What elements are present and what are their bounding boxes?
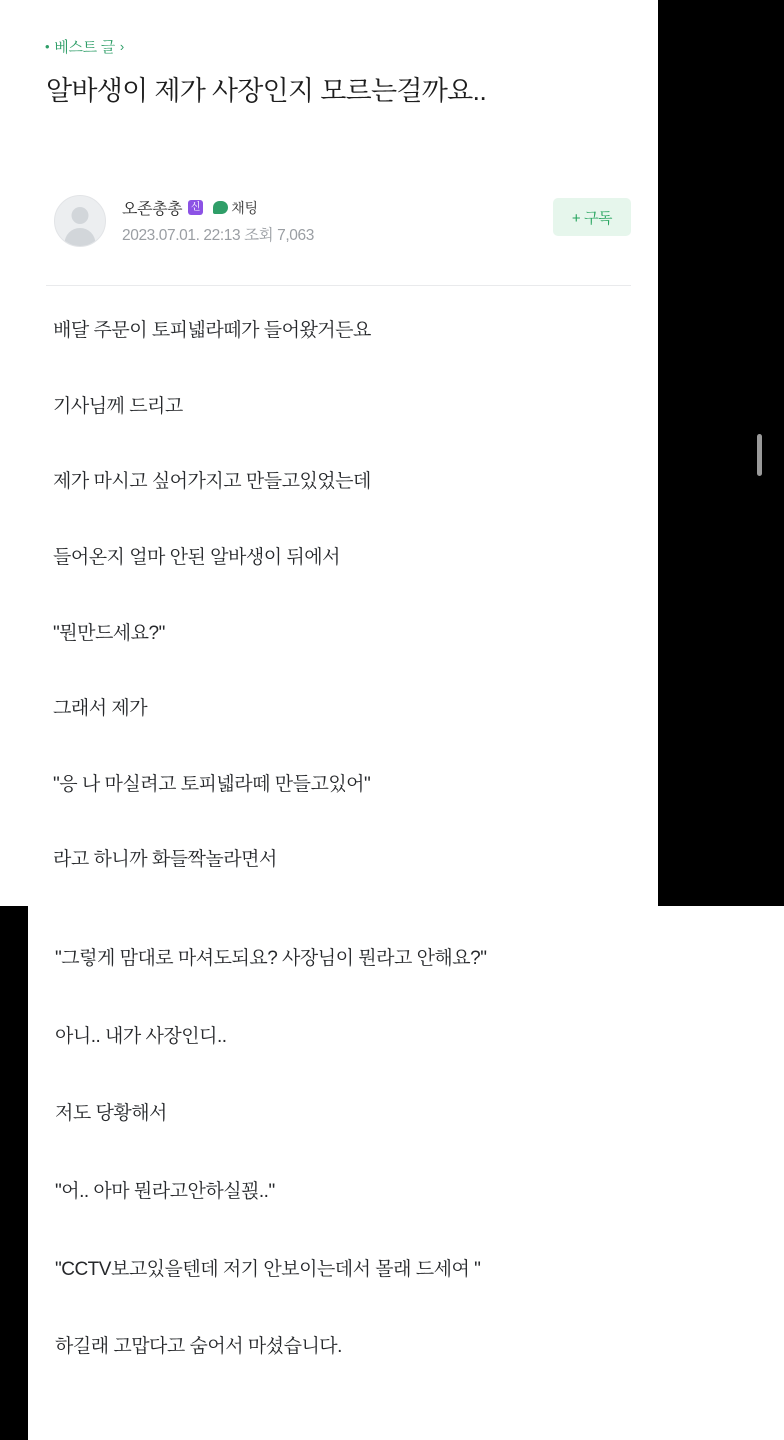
post-paragraph: "어.. 아마 뭔라고안하실꾅.." — [55, 1180, 275, 1202]
avatar-body-shape — [65, 228, 96, 247]
author-nickname[interactable]: 오존총총 — [122, 201, 183, 218]
chat-label: 채팅 — [231, 199, 258, 216]
post-paragraph: "응 나 마실려고 토피넯라떼 만들고있어" — [53, 773, 371, 795]
page-title: 알바생이 제가 사장인지 모르는걸까요.. — [46, 76, 487, 106]
post-paragraph: 들어온지 얼마 안된 알바생이 뒤에서 — [53, 546, 340, 568]
avatar-head-shape — [72, 207, 89, 224]
subscribe-button[interactable]: + 구독 — [553, 198, 631, 236]
post-meta-line: 2023.07.01. 22:13 조회 7,063 — [122, 227, 314, 244]
author-badge-icon: 신 — [188, 200, 203, 215]
avatar[interactable] — [54, 195, 106, 247]
post-body-bottom — [55, 946, 755, 1412]
breadcrumb-label[interactable]: 베스트 글 — [54, 39, 115, 56]
post-paragraph: 저도 당황해서 — [55, 1103, 167, 1125]
meta-divider — [46, 285, 631, 286]
post-paragraph: "뭔만드세요?" — [53, 622, 165, 644]
breadcrumb-bullet-icon: • — [45, 39, 50, 54]
post-paragraph: "그렇게 맘대로 마셔도되요? 사장님이 뭔라고 안해요?" — [55, 948, 487, 969]
chat-bubble-icon — [213, 201, 228, 214]
post-paragraph: 하길래 고맙다고 숨어서 마셨습니다. — [55, 1336, 342, 1358]
chevron-right-icon: › — [119, 39, 124, 54]
post-paragraph: 기사님께 드리고 — [53, 395, 183, 417]
breadcrumb[interactable] — [45, 36, 124, 57]
post-body-top — [53, 318, 633, 906]
post-paragraph: 제가 마시고 싶어가지고 만들고있었는데 — [53, 471, 371, 493]
post-paragraph: "CCTV보고있을텐데 저기 안보이는데서 몰래 드세여 " — [55, 1258, 481, 1280]
post-screenshot-bottom — [28, 906, 784, 1440]
post-paragraph: 그래서 제가 — [53, 698, 148, 720]
author-meta-row — [46, 190, 631, 265]
post-paragraph: 배달 주문이 토피넯라떼가 들어왔거든요 — [53, 320, 371, 341]
chat-button[interactable] — [213, 198, 257, 218]
post-paragraph: 아니.. 내가 사장인디.. — [55, 1025, 227, 1047]
author-name-line — [122, 196, 258, 219]
scrollbar-thumb[interactable] — [757, 434, 762, 476]
post-paragraph: 라고 하니까 화들짝놀라면서 — [53, 849, 277, 871]
